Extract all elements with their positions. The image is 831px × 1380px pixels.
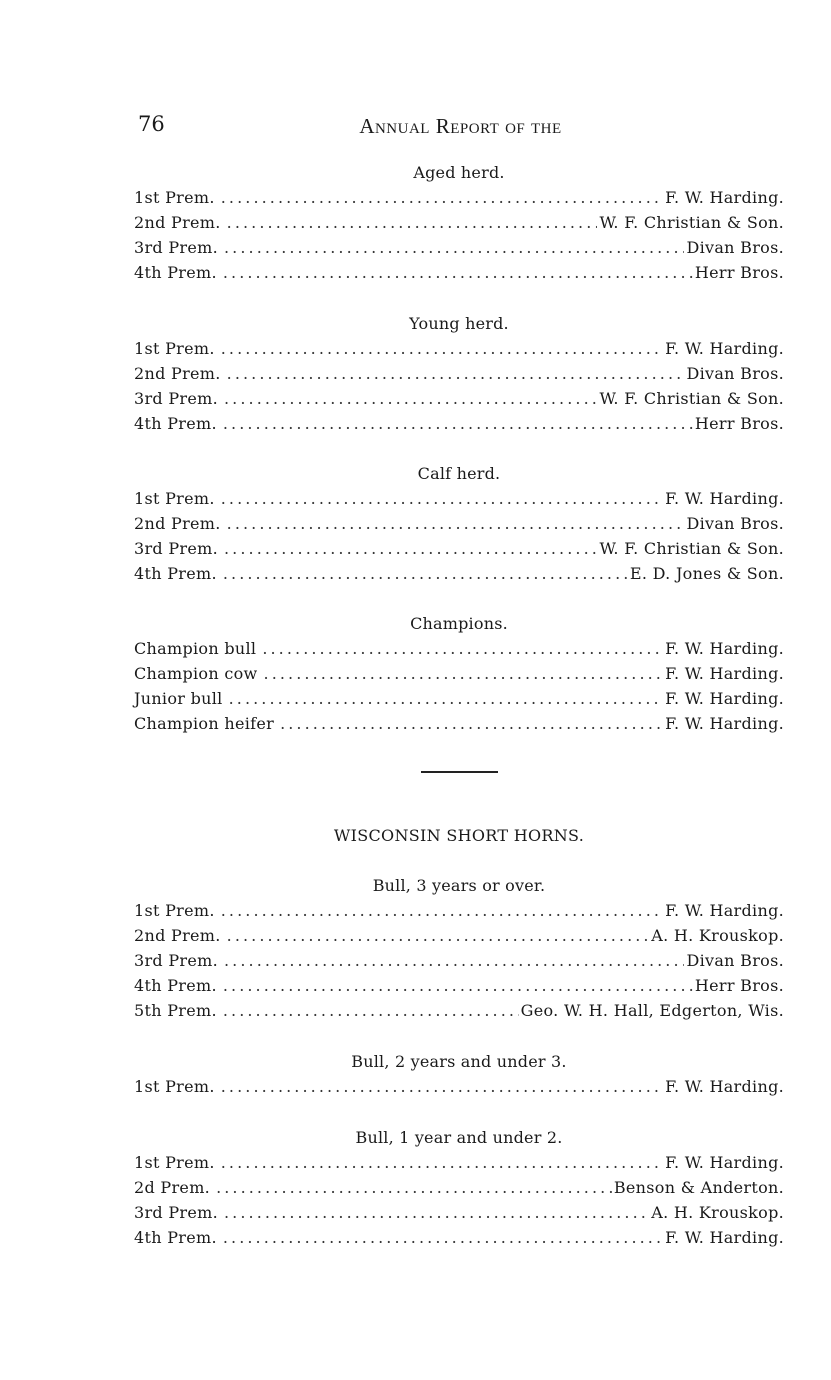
prize-entry [134,898,784,923]
section-aged-herd [134,161,784,285]
prize-winner: Herr Bros. [694,976,784,995]
dot-leader [227,511,685,536]
prize-entry [134,260,784,285]
dot-leader [227,210,598,235]
dot-leader [216,1175,612,1200]
prize-label: 1st Prem. [134,489,215,508]
section-heading: Bull, 1 year and under 2. [355,1128,563,1147]
prize-label: 2nd Prem. [134,926,221,945]
prize-entry [134,411,784,436]
prize-entry [134,1074,784,1099]
dot-leader [224,235,684,260]
prize-label: 2nd Prem. [134,364,221,383]
prize-winner: F. W. Harding. [665,339,784,358]
prize-entry [134,536,784,561]
prize-entry [134,923,784,948]
prize-label: 2nd Prem. [134,213,221,232]
prize-winner: F. W. Harding. [665,714,784,733]
prize-entry [134,1200,784,1225]
prize-label: 1st Prem. [134,901,215,920]
prize-entry [134,486,784,511]
dot-leader [223,260,693,285]
prize-label: 3rd Prem. [134,1203,218,1222]
dot-leader [227,923,650,948]
prize-entry [134,210,784,235]
prize-entry [134,235,784,260]
dot-leader [280,711,663,736]
prize-label: 4th Prem. [134,263,217,282]
prize-entry [134,561,784,586]
dot-leader [229,686,663,711]
section-heading: Aged herd. [413,163,505,182]
wisconsin-heading: WISCONSIN SHORT HORNS. [333,826,585,845]
dot-leader [221,486,663,511]
prize-label: 2nd Prem. [134,514,221,533]
prize-label: Junior bull [134,689,223,708]
prize-entry [134,1225,784,1250]
prize-entry [134,998,784,1023]
page-number: 76 [138,112,165,136]
prize-label: 4th Prem. [134,414,217,433]
prize-entry [134,686,784,711]
dot-leader [221,1150,663,1175]
prize-entry [134,636,784,661]
dot-leader [223,998,519,1023]
prize-winner: A. H. Krouskop. [651,1203,784,1222]
section-heading: Bull, 2 years and under 3. [351,1052,567,1071]
section-heading: Bull, 3 years or over. [372,876,546,895]
dot-leader [264,661,664,686]
section-heading: Young herd. [409,314,509,333]
prize-winner: Divan Bros. [686,514,784,533]
prize-winner: Divan Bros. [686,364,784,383]
prize-label: 3rd Prem. [134,539,218,558]
prize-winner: F. W. Harding. [665,689,784,708]
dot-leader [223,561,628,586]
prize-winner: F. W. Harding. [665,639,784,658]
prize-winner: Herr Bros. [694,263,784,282]
prize-winner: Divan Bros. [686,238,784,257]
dot-leader [262,636,663,661]
prize-winner: F. W. Harding. [665,489,784,508]
prize-winner: F. W. Harding. [665,664,784,683]
dot-leader [224,1200,649,1225]
dot-leader [223,411,693,436]
prize-entry [134,661,784,686]
prize-winner: W. F. Christian & Son. [599,539,784,558]
prize-label: 1st Prem. [134,1077,215,1096]
prize-winner: Herr Bros. [694,414,784,433]
prize-entry [134,1150,784,1175]
prize-entry [134,711,784,736]
prize-winner: Benson & Anderton. [613,1178,784,1197]
prize-entry [134,973,784,998]
prize-winner: A. H. Krouskop. [651,926,784,945]
dot-leader [221,1074,663,1099]
running-title: Annual Report of the [359,114,562,138]
section-divider [421,771,498,773]
prize-label: 2d Prem. [134,1178,211,1197]
dot-leader [221,185,663,210]
prize-entry [134,185,784,210]
dot-leader [223,1225,663,1250]
section-heading: Champions. [410,614,508,633]
prize-label: Champion heifer [134,714,275,733]
dot-leader [227,361,685,386]
section-bull-3-years [134,874,784,1023]
prize-entry [134,948,784,973]
section-champions [134,612,784,736]
prize-winner: F. W. Harding. [665,1077,784,1096]
prize-label: 1st Prem. [134,339,215,358]
section-bull-1-year [134,1126,784,1250]
prize-label: 4th Prem. [134,564,217,583]
prize-winner: Geo. W. H. Hall, Edgerton, Wis. [520,1001,784,1020]
dot-leader [223,973,693,998]
prize-label: 4th Prem. [134,1228,217,1247]
prize-winner: W. F. Christian & Son. [599,389,784,408]
dot-leader [221,898,663,923]
section-bull-2-years [134,1050,784,1099]
prize-entry [134,1175,784,1200]
prize-winner: F. W. Harding. [665,188,784,207]
page-header [138,112,783,142]
prize-entry [134,336,784,361]
prize-label: 5th Prem. [134,1001,217,1020]
dot-leader [224,386,597,411]
prize-label: 4th Prem. [134,976,217,995]
prize-winner: F. W. Harding. [665,1228,784,1247]
prize-entry [134,511,784,536]
section-young-herd [134,312,784,436]
prize-winner: W. F. Christian & Son. [599,213,784,232]
section-calf-herd [134,462,784,586]
prize-winner: E. D. Jones & Son. [629,564,784,583]
section-heading: Calf herd. [417,464,501,483]
prize-label: Champion cow [134,664,258,683]
prize-winner: F. W. Harding. [665,1153,784,1172]
dot-leader [224,536,597,561]
dot-leader [221,336,663,361]
prize-label: 1st Prem. [134,1153,215,1172]
prize-label: 1st Prem. [134,188,215,207]
prize-label: 3rd Prem. [134,389,218,408]
prize-entry [134,386,784,411]
prize-winner: F. W. Harding. [665,901,784,920]
dot-leader [224,948,684,973]
prize-label: 3rd Prem. [134,238,218,257]
prize-entry [134,361,784,386]
prize-label: 3rd Prem. [134,951,218,970]
prize-label: Champion bull [134,639,257,658]
prize-winner: Divan Bros. [686,951,784,970]
